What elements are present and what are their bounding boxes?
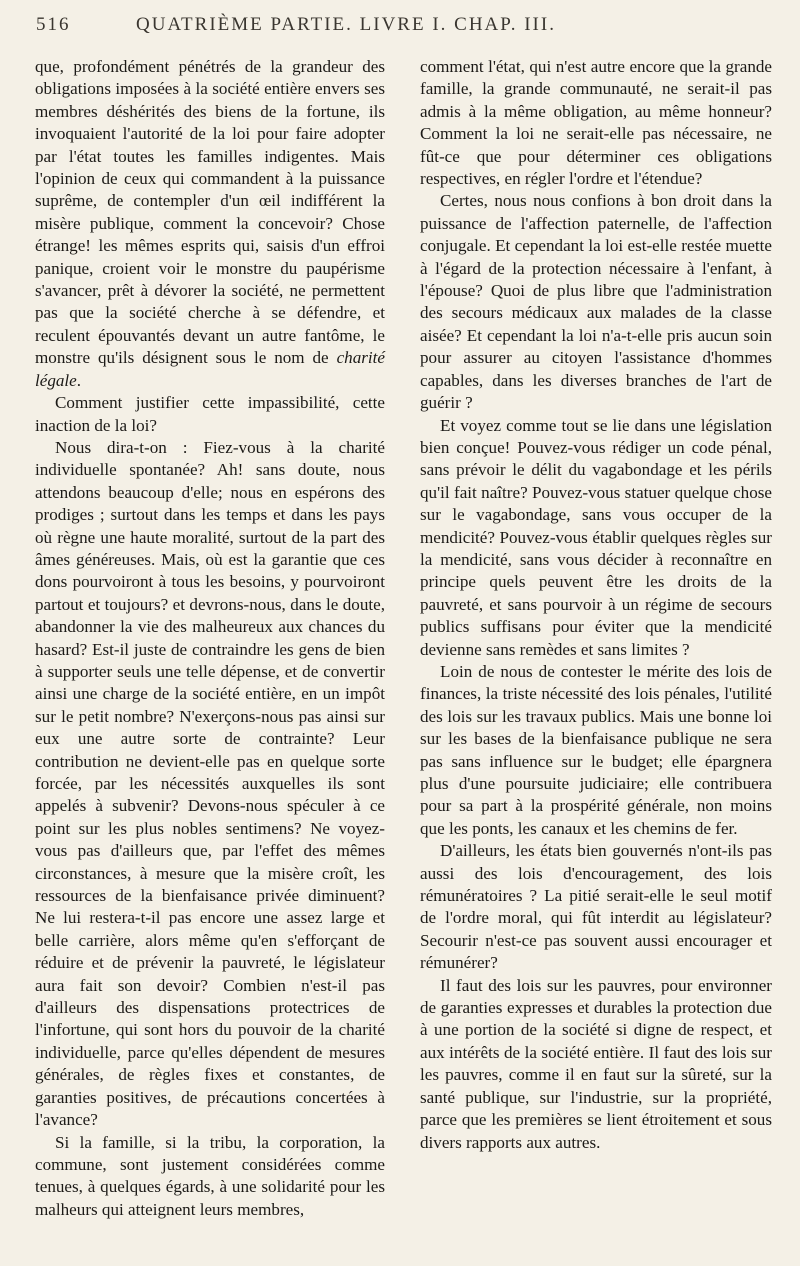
paragraph: Loin de nous de contester le mérite des lois de finances, la triste nécessité des lois pénales, l'utilité des lois sur les travaux publics. Mais une bonne loi sur les bases de la bienfaisance publique ne sera pas sans influence sur le budget; elle épargnera plus d'une poursuite judiciaire; elle contribuera pour sa part à la prospérité générale, non moins que les ponts, les canaux et les chemins de fer. xyxy=(420,661,772,838)
paragraph-text: que, profondément pénétrés de la grandeur des obligations imposées à la société entière envers ses membres déshérités des biens de la fortune, ils invoquaient l'autorité de la loi pour faire adopter par l'état toutes les familles indigentes. Mais l'opinion de ceux qui commandent à la puissance suprême, de contempler d'un œil indifférent la misère publique, comment la concevoir? Chose étrange! les mêmes esprits qui, saisis d'un effroi panique, croient voir le monstre du paupérisme s'avancer, prêt à dévorer la société, ne permettent pas que la société cherche à se défendre, et reculent épouvantés devant un autre fantôme, le monstre qu'ils désignent sous le nom de xyxy=(35,57,385,368)
paragraph: Certes, nous nous confions à bon droit dans la puissance de l'affection paternelle, de l'affection conjugale. Et cependant la loi est-elle restée muette à l'égard de la protection nécessaire à l'enfant, à l'épouse? Quoi de plus libre que l'administration des secours médicaux aux malades de la classe aisée? Et cependant la loi n'a-t-elle pris aucun soin pour assurer au citoyen l'assistance d'hommes capables, dans les diverses branches de l'art de guérir ? xyxy=(420,191,772,413)
paragraph-end: . xyxy=(76,370,82,390)
paragraph: Et voyez comme tout se lie dans une législation bien conçue! Pouvez-vous rédiger un code pénal, sans prévoir le délit du vagabondage et les périls qu'il fait naître? Pouvez-vous statuer quelque chose sur le vagabondage, sans vous occuper de la mendicité? Pouvez-vous établir quelques règles sur la mendicité, sans vous décider à reconnaître en principe quels peuvent être les droits de la pauvreté, et sans pourvoir à un régime de secours publics suffisans pour éviter que la mendicité devienne sans remèdes et sans limites ? xyxy=(420,415,772,659)
page-number: 516 xyxy=(36,14,71,35)
right-column xyxy=(420,56,772,1154)
paragraph: Comment justifier cette impassibilité, cette inaction de la loi? xyxy=(35,393,385,435)
paragraph: D'ailleurs, les états bien gouvernés n'ont-ils pas aussi des lois d'encouragement, des lois rémunératoires ? La pitié serait-elle le seul motif de l'ordre moral, qui fût interdit au législateur? Secourir n'est-ce pas souvent aussi encourager et rémunérer? xyxy=(420,841,772,973)
left-column xyxy=(35,56,385,1221)
page-header xyxy=(36,14,764,40)
emphasis-text: charité légale xyxy=(35,348,385,390)
paragraph: comment l'état, qui n'est autre encore que la grande famille, la grande communauté, ne serait-il pas admis à la même obligation, au même honneur? Comment la loi ne serait-elle pas nécessaire, ne fût-ce que pour déterminer ces obligations respectives, en régler l'ordre et l'étendue? xyxy=(420,57,772,189)
running-title: QUATRIÈME PARTIE. LIVRE I. CHAP. III. xyxy=(136,14,556,35)
paragraph xyxy=(35,56,385,392)
paragraph: Il faut des lois sur les pauvres, pour environner de garanties expresses et durables la protection due à une portion de la société si digne de respect, et aux intérêts de la société entière. Il faut des lois sur les pauvres, comme il en faut sur la sûreté, sur la santé publique, sur l'industrie, sur la propriété, parce que les premières se lient étroitement et sous divers rapports aux autres. xyxy=(420,975,772,1152)
paragraph: Nous dira-t-on : Fiez-vous à la charité individuelle spontanée? Ah! sans doute, nous attendons beaucoup d'elle; nous en espérons des prodiges ; surtout dans les temps et dans les pays où règne une haute moralité, surtout de la part des âmes généreuses. Mais, où est la garantie que ces dons pourvoiront à tous les besoins, y pourvoiront partout et toujours? et devrons-nous, dans le doute, abandonner la vie des malheureux aux chances du hasard? Est-il juste de contraindre les gens de bien à supporter seuls une telle dépense, et de convertir ainsi une charge de la société entière, en un impôt sur le petit nombre? N'exerçons-nous pas ainsi sur eux une autre sorte de contrainte? Leur contribution ne devient-elle pas en quelque sorte forcée, par les nécessités auxquelles ils sont appelés à subvenir? Devons-nous spéculer à ce point sur les plus nobles sentimens? Ne voyez-vous pas d'ailleurs que, par l'effet des mêmes circonstances, à mesure que la misère croît, les ressources de la bienfaisance privée diminuent? Ne lui restera-t-il pas encore une assez large et belle carrière, alors même qu'en s'efforçant de réduire et de prévenir la pauvreté, le législateur aura fait son devoir? Combien n'est-il pas d'ailleurs des dispensations protectrices de l'infortune, qui sont hors du pouvoir de la charité individuelle, parce qu'elles dépendent de mesures générales, de règles fixes et constantes, de garanties positives, de précautions concertées à l'avance? xyxy=(35,437,385,1130)
paragraph: Si la famille, si la tribu, la corporation, la commune, sont justement considérées comme tenues, à quelques égards, à une solidarité pour les malheurs qui atteignent leurs membres, xyxy=(35,1132,385,1219)
